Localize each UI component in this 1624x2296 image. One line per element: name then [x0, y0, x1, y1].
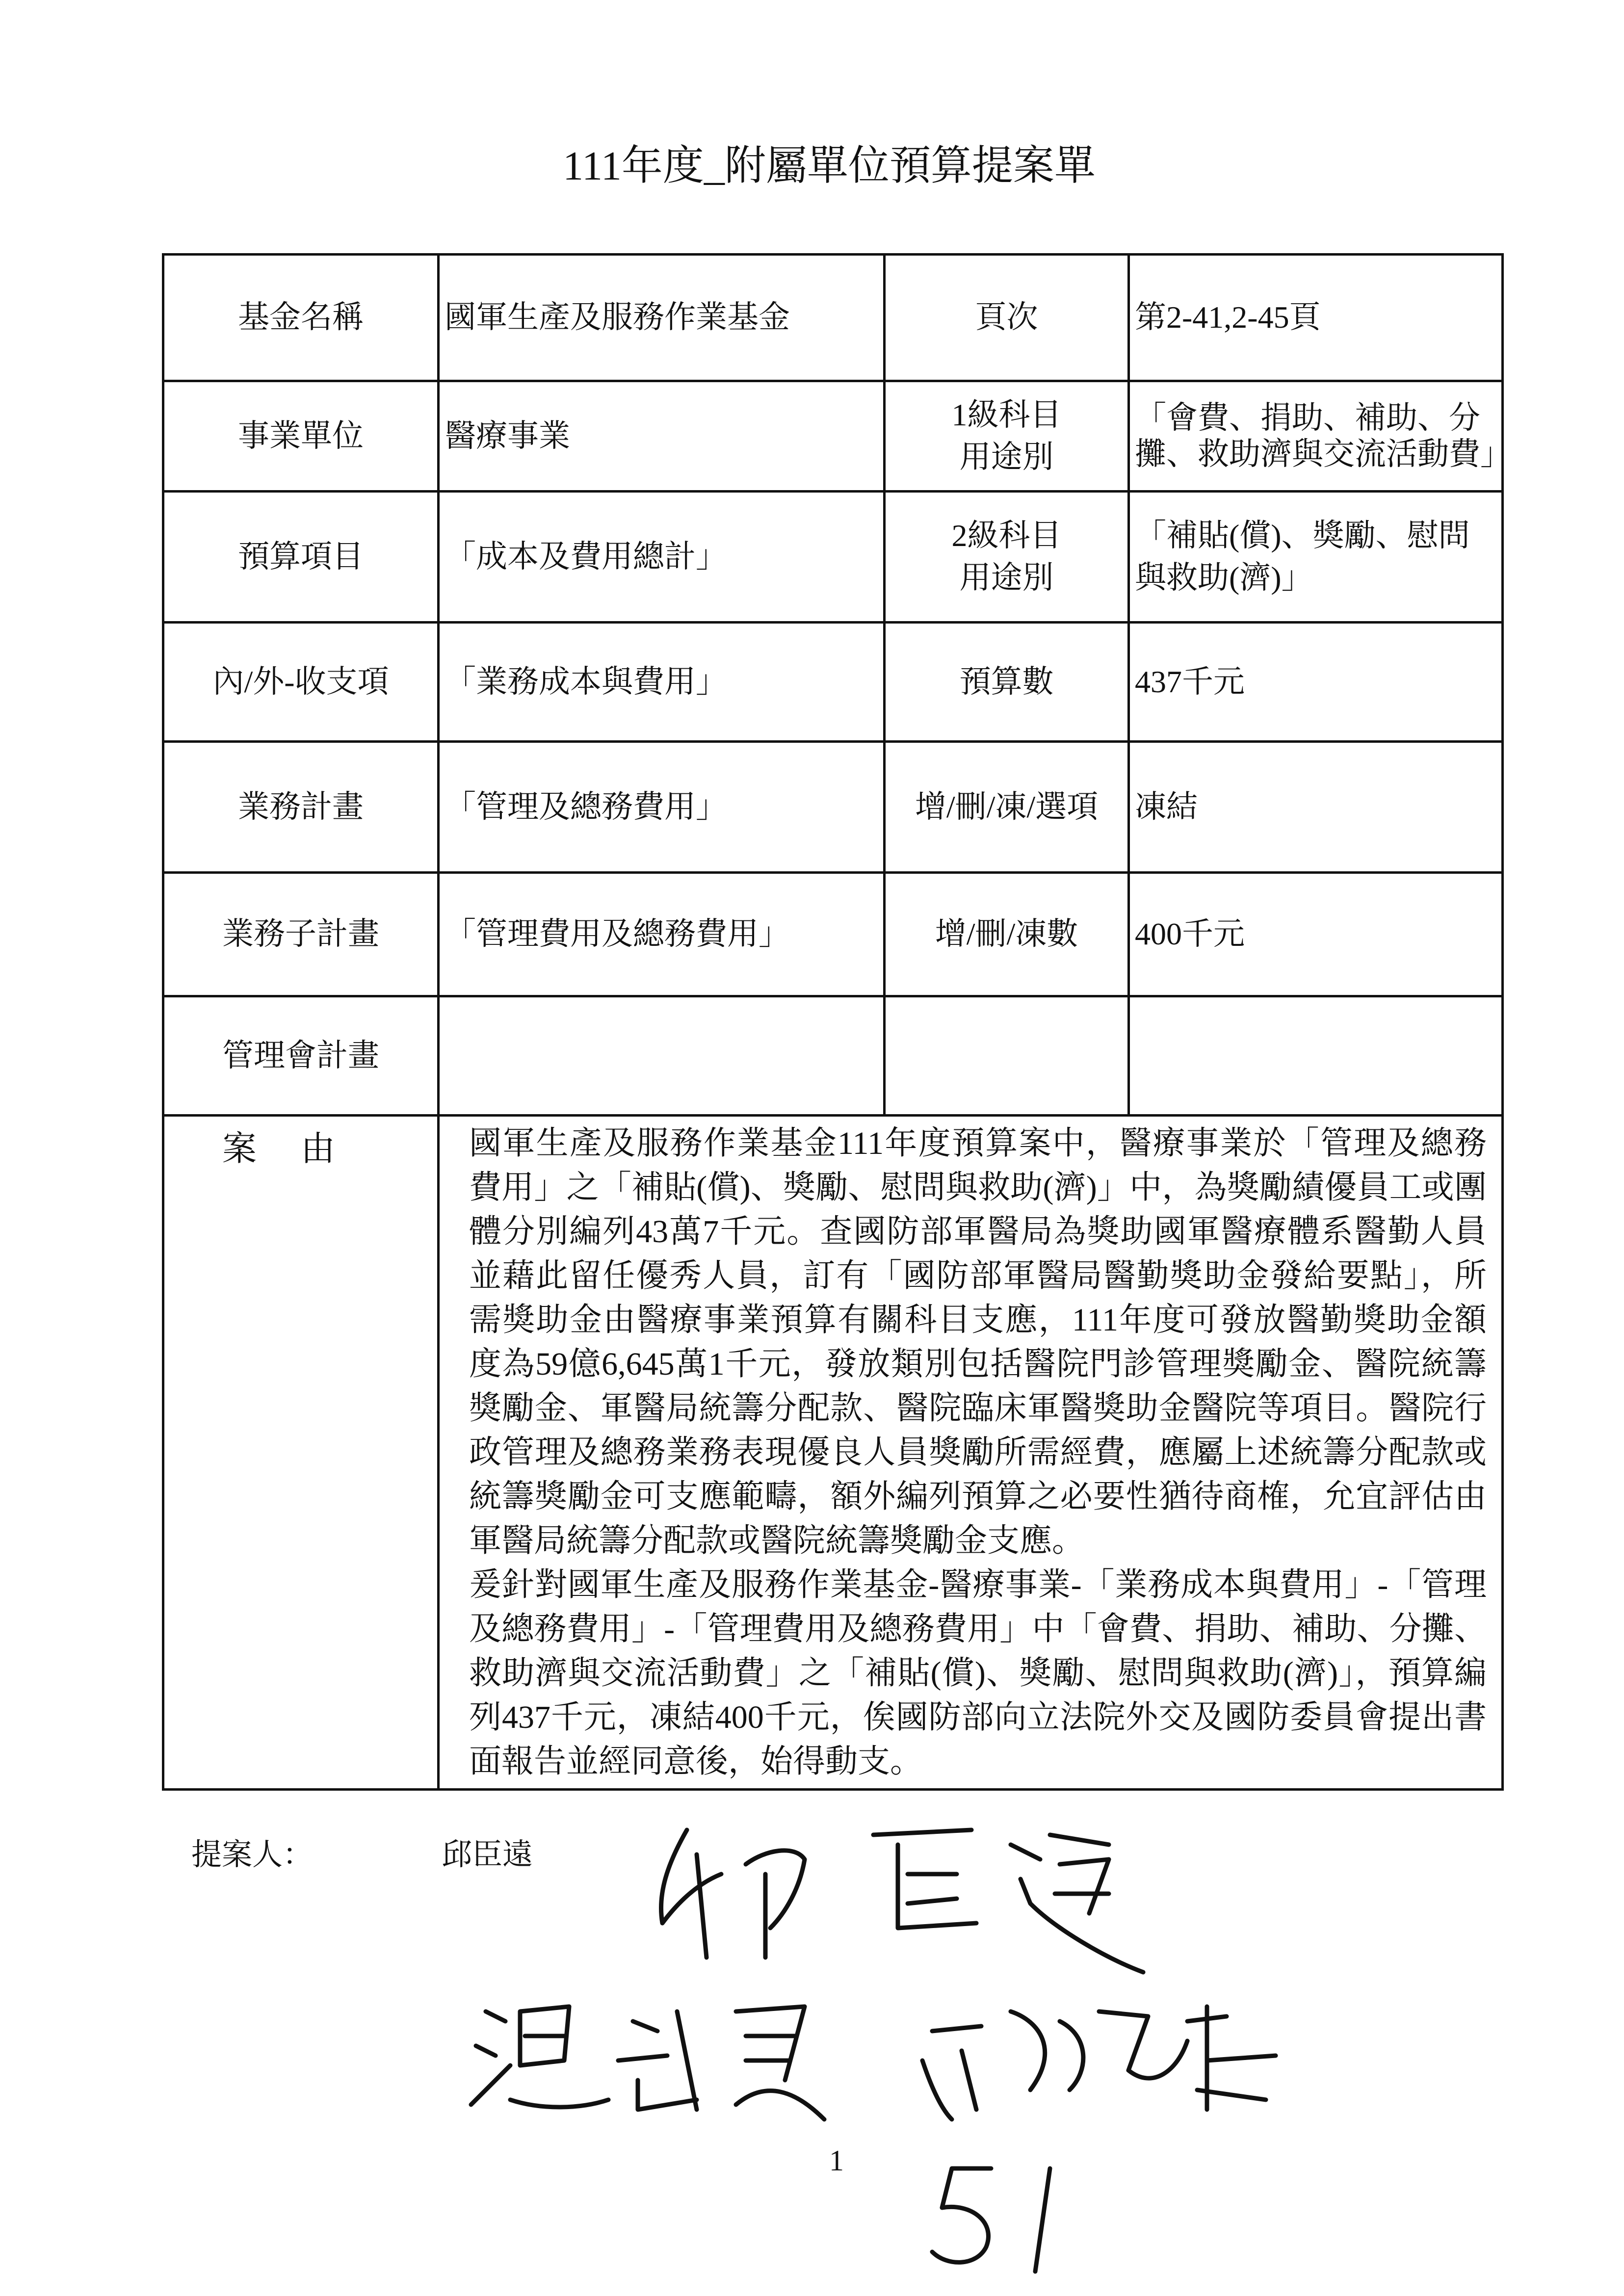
income-expense-value: 「業務成本與費用」	[439, 623, 885, 742]
business-unit-label: 事業單位	[163, 381, 439, 492]
budget-item-label: 預算項目	[163, 492, 439, 623]
business-unit-value: 醫療事業	[439, 381, 885, 492]
signature-3	[922, 2007, 1276, 2119]
reason-paragraph: 爰針對國軍生產及服務作業基金-醫療事業-「業務成本與費用」-「管理及總務費用」-「管理費用及總務費用」中「會費、捐助、補助、分攤、救助濟與交流活動費」之「補貼(償)、獎勵、慰問與救助(濟)」，預算編列437千元，凍結400千元，俟國防部向立法院外交及國防委員會提出書面報告並經同意後，始得動支。	[469, 1567, 1487, 1779]
budget-amount-label: 預算數	[885, 623, 1129, 742]
label-line: 2級科目	[951, 518, 1062, 553]
label-line: 用途別	[959, 440, 1054, 474]
label-line: 用途別	[959, 560, 1054, 595]
signature-1	[661, 1830, 1143, 1972]
income-expense-label: 內/外-收支項	[163, 623, 439, 742]
fund-name-label: 基金名稱	[163, 255, 439, 381]
sub-plan-value: 「管理費用及總務費用」	[439, 873, 885, 996]
reason-label: 案由	[163, 1116, 439, 1790]
form-title: 111年度_附屬單位預算提案單	[563, 143, 1096, 189]
handwritten-number	[932, 2168, 1050, 2271]
level2-subject-value: 「補貼(償)、獎勵、慰問與救助(濟)」	[1129, 492, 1503, 623]
action-option-label: 增/刪/凍/選項	[885, 742, 1129, 873]
action-option-value: 凍結	[1129, 742, 1503, 873]
budget-item-value: 「成本及費用總計」	[439, 492, 885, 623]
business-plan-label: 業務計畫	[163, 742, 439, 873]
action-amount-value: 400千元	[1129, 873, 1503, 996]
proposer-name: 邱臣遠	[442, 1838, 533, 1872]
proposer-label: 提案人：	[191, 1838, 314, 1872]
budget-amount-value: 437千元	[1129, 623, 1503, 742]
management-accounting-label: 管理會計畫	[163, 996, 439, 1116]
action-amount-label: 增/刪/凍數	[885, 873, 1129, 996]
page-value: 第2-41,2-45頁	[1129, 255, 1503, 381]
page-number: 1	[829, 2144, 844, 2177]
reason-paragraph: 國軍生產及服務作業基金111年度預算案中，醫療事業於「管理及總務費用」之「補貼(償)、獎勵、慰問與救助(濟)」中，為獎勵績優員工或團體分別編列43萬7千元。查國防部軍醫局為獎助國軍醫療體系醫勤人員並藉此留任優秀人員，訂有「國防部軍醫局醫勤獎助金發給要點」，所需獎助金由醫療事業預算有關科目支應，111年度可發放醫勤獎助金額度為59億6,645萬1千元，發放類別包括醫院門診管理獎勵金、醫院統籌獎勵金、軍醫局統籌分配款、醫院臨床軍醫獎助金醫院等項目。醫院行政管理及總務業務表現優良人員獎勵所需經費，應屬上述統籌分配款或統籌獎勵金可支應範疇，額外編列預算之必要性猶待商榷，允宜評估由軍醫局統籌分配款或醫院統籌獎勵金支應。	[469, 1125, 1487, 1559]
business-plan-value: 「管理及總務費用」	[439, 742, 885, 873]
fund-name-value: 國軍生產及服務作業基金	[439, 255, 885, 381]
level1-subject-value: 「會費、捐助、補助、分攤、救助濟與交流活動費」	[1129, 381, 1503, 492]
label-line: 1級科目	[951, 397, 1062, 432]
sub-plan-label: 業務子計畫	[163, 873, 439, 996]
signature-2	[471, 2007, 824, 2119]
page-label: 頁次	[885, 255, 1129, 381]
